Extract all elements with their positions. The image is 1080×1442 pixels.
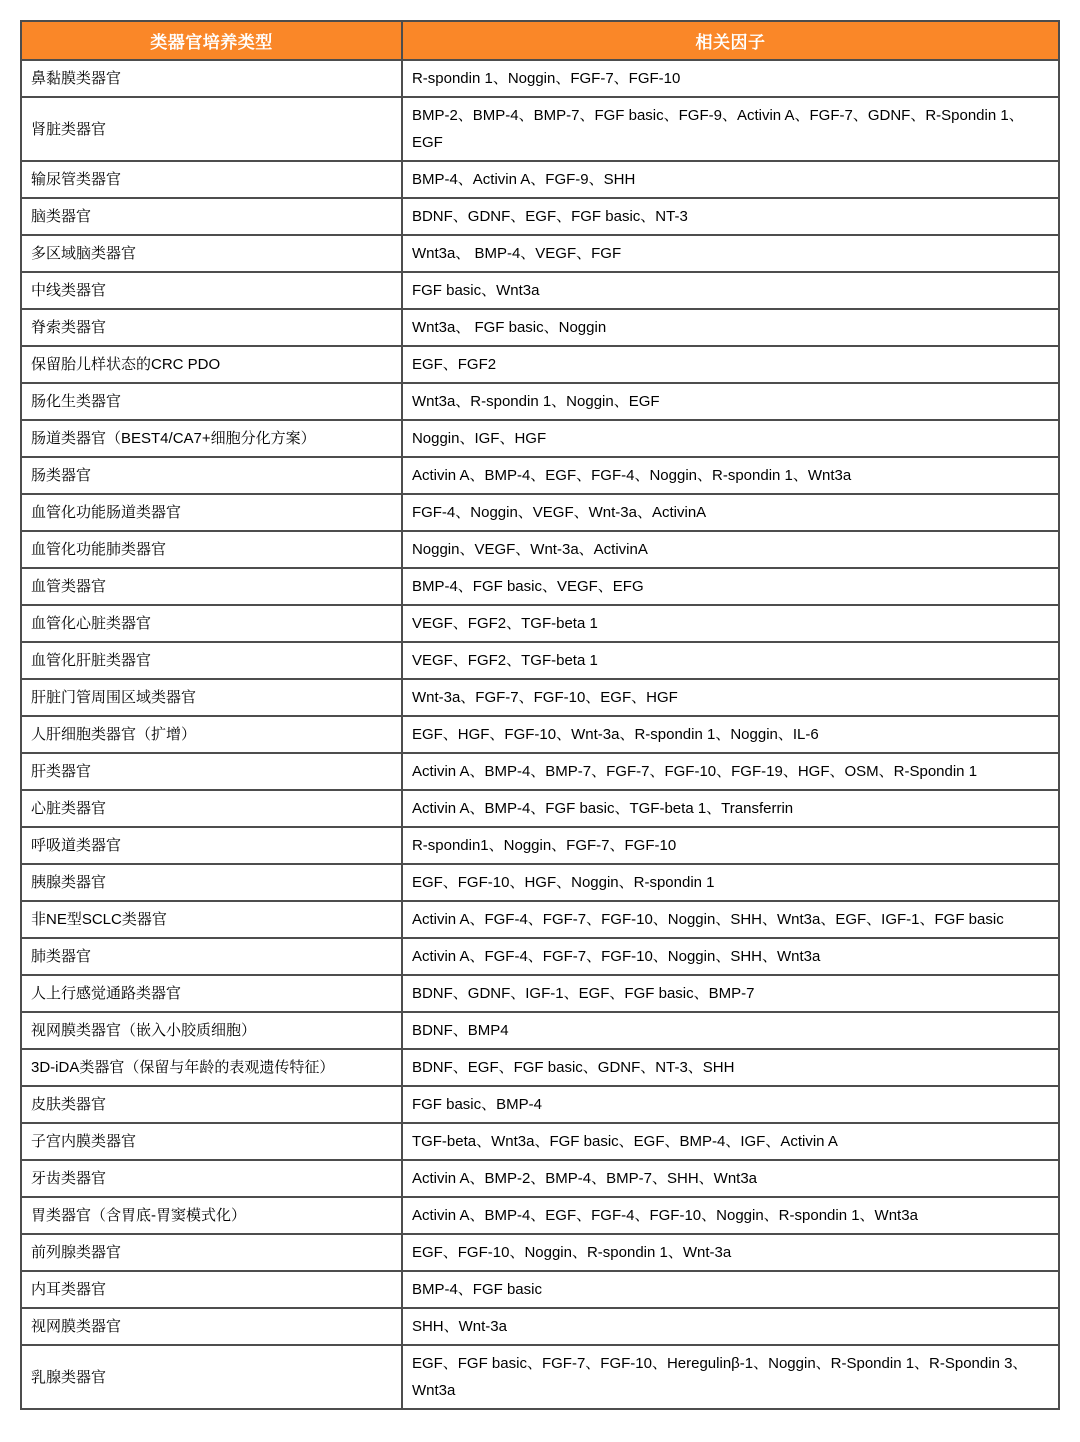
factors-cell: Activin A、FGF-4、FGF-7、FGF-10、Noggin、SHH、Wnt3a <box>402 938 1059 975</box>
factors-cell: Wnt3a、R-spondin 1、Noggin、EGF <box>402 383 1059 420</box>
table-row <box>21 938 1059 975</box>
organoid-type-cell: 乳腺类器官 <box>21 1345 402 1409</box>
table-row <box>21 642 1059 679</box>
organoid-type-cell: 肠化生类器官 <box>21 383 402 420</box>
factors-cell: BMP-4、FGF basic、VEGF、EFG <box>402 568 1059 605</box>
factors-cell: VEGF、FGF2、TGF-beta 1 <box>402 642 1059 679</box>
organoid-type-cell: 胰腺类器官 <box>21 864 402 901</box>
table-row <box>21 1086 1059 1123</box>
organoid-type-cell: 血管化功能肺类器官 <box>21 531 402 568</box>
table-row <box>21 161 1059 198</box>
factors-cell: EGF、FGF basic、FGF-7、FGF-10、Heregulinβ-1、Noggin、R-Spondin 1、R-Spondin 3、Wnt3a <box>402 1345 1059 1409</box>
organoid-type-cell: 血管化心脏类器官 <box>21 605 402 642</box>
factors-cell: VEGF、FGF2、TGF-beta 1 <box>402 605 1059 642</box>
factors-cell: BDNF、BMP4 <box>402 1012 1059 1049</box>
organoid-type-cell: 人上行感觉通路类器官 <box>21 975 402 1012</box>
organoid-type-cell: 脊索类器官 <box>21 309 402 346</box>
table-row <box>21 1345 1059 1409</box>
table-row <box>21 198 1059 235</box>
factors-cell: Wnt3a、 BMP-4、VEGF、FGF <box>402 235 1059 272</box>
organoid-type-cell: 中线类器官 <box>21 272 402 309</box>
factors-cell: SHH、Wnt-3a <box>402 1308 1059 1345</box>
factors-cell: R-spondin1、Noggin、FGF-7、FGF-10 <box>402 827 1059 864</box>
factors-cell: EGF、FGF-10、Noggin、R-spondin 1、Wnt-3a <box>402 1234 1059 1271</box>
factors-cell: R-spondin 1、Noggin、FGF-7、FGF-10 <box>402 60 1059 97</box>
organoid-type-cell: 输尿管类器官 <box>21 161 402 198</box>
factors-cell: FGF basic、Wnt3a <box>402 272 1059 309</box>
header-row <box>21 21 1059 60</box>
factors-cell: Activin A、BMP-4、EGF、FGF-4、Noggin、R-spondin 1、Wnt3a <box>402 457 1059 494</box>
table-row <box>21 1123 1059 1160</box>
organoid-type-cell: 胃类器官（含胃底-胃窦模式化） <box>21 1197 402 1234</box>
factors-cell: Noggin、IGF、HGF <box>402 420 1059 457</box>
organoid-type-cell: 心脏类器官 <box>21 790 402 827</box>
table-row <box>21 568 1059 605</box>
organoid-type-cell: 肺类器官 <box>21 938 402 975</box>
factors-cell: Activin A、BMP-4、EGF、FGF-4、FGF-10、Noggin、R-spondin 1、Wnt3a <box>402 1197 1059 1234</box>
organoid-type-cell: 鼻黏膜类器官 <box>21 60 402 97</box>
header-organoid-type: 类器官培养类型 <box>21 21 402 60</box>
table-row <box>21 346 1059 383</box>
organoid-type-cell: 肾脏类器官 <box>21 97 402 161</box>
organoid-type-cell: 呼吸道类器官 <box>21 827 402 864</box>
factors-cell: BMP-2、BMP-4、BMP-7、FGF basic、FGF-9、Activin A、FGF-7、GDNF、R-Spondin 1、EGF <box>402 97 1059 161</box>
table-row <box>21 1197 1059 1234</box>
table-row <box>21 309 1059 346</box>
factors-cell: FGF basic、BMP-4 <box>402 1086 1059 1123</box>
factors-cell: Wnt-3a、FGF-7、FGF-10、EGF、HGF <box>402 679 1059 716</box>
factors-cell: EGF、FGF-10、HGF、Noggin、R-spondin 1 <box>402 864 1059 901</box>
table-row <box>21 60 1059 97</box>
organoid-type-cell: 皮肤类器官 <box>21 1086 402 1123</box>
factors-cell: Activin A、BMP-2、BMP-4、BMP-7、SHH、Wnt3a <box>402 1160 1059 1197</box>
factors-cell: Activin A、BMP-4、FGF basic、TGF-beta 1、Transferrin <box>402 790 1059 827</box>
table-header <box>21 21 1059 60</box>
organoid-type-cell: 视网膜类器官（嵌入小胶质细胞） <box>21 1012 402 1049</box>
factors-cell: EGF、FGF2 <box>402 346 1059 383</box>
table-row <box>21 716 1059 753</box>
factors-cell: BDNF、EGF、FGF basic、GDNF、NT-3、SHH <box>402 1049 1059 1086</box>
table-row <box>21 1012 1059 1049</box>
table-row <box>21 901 1059 938</box>
factors-cell: BMP-4、FGF basic <box>402 1271 1059 1308</box>
factors-cell: Noggin、VEGF、Wnt-3a、ActivinA <box>402 531 1059 568</box>
table-row <box>21 975 1059 1012</box>
factors-cell: BDNF、GDNF、IGF-1、EGF、FGF basic、BMP-7 <box>402 975 1059 1012</box>
table-row <box>21 272 1059 309</box>
table-row <box>21 1049 1059 1086</box>
organoid-type-cell: 视网膜类器官 <box>21 1308 402 1345</box>
organoid-type-cell: 3D-iDA类器官（保留与年龄的表观遗传特征） <box>21 1049 402 1086</box>
table-row <box>21 827 1059 864</box>
factors-cell: FGF-4、Noggin、VEGF、Wnt-3a、ActivinA <box>402 494 1059 531</box>
factors-cell: BMP-4、Activin A、FGF-9、SHH <box>402 161 1059 198</box>
organoid-type-cell: 非NE型SCLC类器官 <box>21 901 402 938</box>
factors-cell: Activin A、BMP-4、BMP-7、FGF-7、FGF-10、FGF-19、HGF、OSM、R-Spondin 1 <box>402 753 1059 790</box>
table-row <box>21 864 1059 901</box>
organoid-type-cell: 血管类器官 <box>21 568 402 605</box>
factors-cell: BDNF、GDNF、EGF、FGF basic、NT-3 <box>402 198 1059 235</box>
organoid-type-cell: 脑类器官 <box>21 198 402 235</box>
table-row <box>21 1234 1059 1271</box>
organoid-type-cell: 血管化肝脏类器官 <box>21 642 402 679</box>
table-row <box>21 1308 1059 1345</box>
organoid-type-cell: 子宫内膜类器官 <box>21 1123 402 1160</box>
factors-cell: EGF、HGF、FGF-10、Wnt-3a、R-spondin 1、Noggin、IL-6 <box>402 716 1059 753</box>
table-row <box>21 605 1059 642</box>
organoid-type-cell: 保留胎儿样状态的CRC PDO <box>21 346 402 383</box>
table-body <box>21 60 1059 1409</box>
organoid-type-cell: 肝脏门管周围区域类器官 <box>21 679 402 716</box>
table-row <box>21 420 1059 457</box>
organoid-type-cell: 肝类器官 <box>21 753 402 790</box>
table-row <box>21 97 1059 161</box>
factors-cell: Activin A、FGF-4、FGF-7、FGF-10、Noggin、SHH、Wnt3a、EGF、IGF-1、FGF basic <box>402 901 1059 938</box>
organoid-type-cell: 肠道类器官（BEST4/CA7+细胞分化方案） <box>21 420 402 457</box>
table-row <box>21 457 1059 494</box>
table-row <box>21 679 1059 716</box>
organoid-type-cell: 肠类器官 <box>21 457 402 494</box>
table-row <box>21 1271 1059 1308</box>
table-row <box>21 235 1059 272</box>
factors-cell: Wnt3a、 FGF basic、Noggin <box>402 309 1059 346</box>
factors-cell: TGF-beta、Wnt3a、FGF basic、EGF、BMP-4、IGF、Activin A <box>402 1123 1059 1160</box>
organoid-type-cell: 牙齿类器官 <box>21 1160 402 1197</box>
table-row <box>21 1160 1059 1197</box>
organoid-type-cell: 血管化功能肠道类器官 <box>21 494 402 531</box>
organoid-type-cell: 内耳类器官 <box>21 1271 402 1308</box>
table-row <box>21 494 1059 531</box>
header-related-factors: 相关因子 <box>402 21 1059 60</box>
table-row <box>21 753 1059 790</box>
organoid-type-cell: 人肝细胞类器官（扩增） <box>21 716 402 753</box>
table-row <box>21 383 1059 420</box>
table-row <box>21 790 1059 827</box>
organoid-type-cell: 多区域脑类器官 <box>21 235 402 272</box>
table-row <box>21 531 1059 568</box>
organoid-factor-table <box>20 20 1060 1410</box>
organoid-type-cell: 前列腺类器官 <box>21 1234 402 1271</box>
